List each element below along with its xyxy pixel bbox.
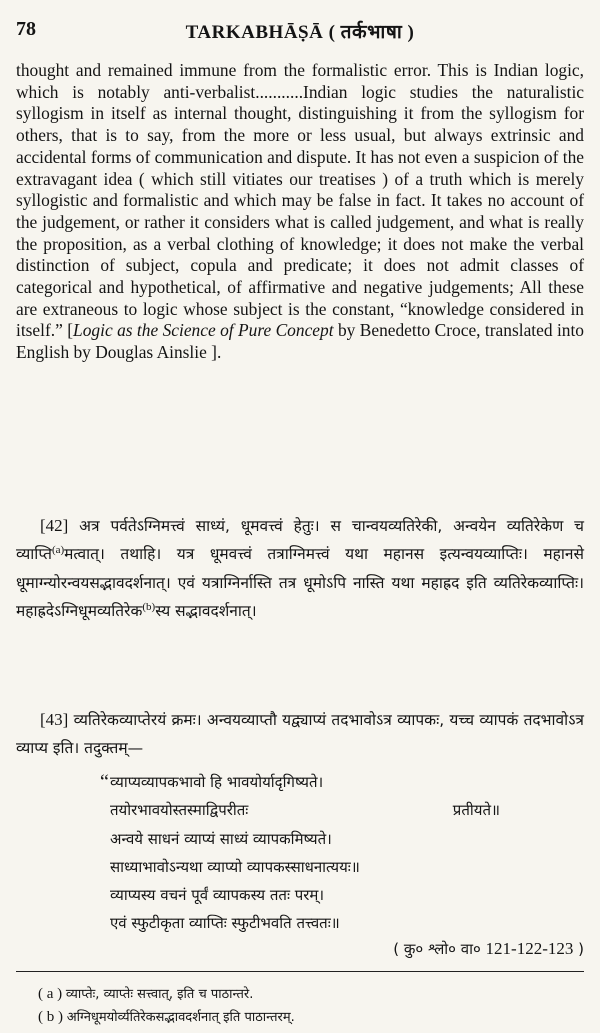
footnote-text: व्याप्तेः, व्याप्तेः सत्त्वात्, इति च पाठान्तरे. xyxy=(65,987,254,1002)
verse-open-quote: “ xyxy=(100,771,109,793)
citation-close: ) xyxy=(573,940,584,958)
verse-line-text: अन्वये साधनं व्याप्यं साध्यं व्यापकमिष्यते। xyxy=(110,829,332,848)
verse-line-text: व्याप्यव्यापकभावो हि भावयोर्यादृगिष्यते। xyxy=(110,773,324,791)
verse-line-text: साध्याभावोऽन्यथा व्याप्यो व्यापकस्साधनात्ययः॥ xyxy=(110,857,360,876)
footnote xyxy=(38,983,578,1006)
citation-source: ( कु० श्लो० वा० xyxy=(393,940,486,958)
footnote-text: अग्निधूमयोर्व्यतिरेकसद्भावदर्शनात् इति पाठान्तरम्. xyxy=(66,1010,295,1025)
section-42-text-3: स्य सद्भावदर्शनात्। xyxy=(155,602,257,621)
verse-line xyxy=(100,825,500,853)
verse-line xyxy=(100,853,500,881)
section-43-text: व्यतिरेकव्याप्तेरयं क्रमः। अन्वयव्याप्तौ यद्व्याप्यं तदभावोऽत्र व्यापकः, यच्च व्यापकं तदभावोऽत्र व्याप्य इति। तदुक्तम्— xyxy=(16,711,584,758)
verse-line xyxy=(100,881,500,909)
verse-line xyxy=(100,796,500,824)
footnote-divider xyxy=(16,971,584,972)
verse-line-text: एवं स्फुटीकृता व्याप्तिः स्फुटीभवति तत्त्वतः॥ xyxy=(110,914,340,933)
verse-line-text: व्याप्यस्य वचनं पूर्वं व्यापकस्य ततः परम्। xyxy=(110,886,325,905)
running-title: TARKABHĀṢĀ ( तर्कभाषा ) xyxy=(185,22,415,43)
footnote-label: ( b ) xyxy=(38,1009,67,1025)
page-header xyxy=(16,14,584,44)
footnote-mark-a: (a) xyxy=(51,544,65,557)
section-42-paragraph xyxy=(16,512,584,626)
verse-line-end: प्रतीयते॥ xyxy=(452,801,500,820)
section-42-text-2: मत्वात्। तथाहि। यत्र धूमवत्त्वं तत्राग्निमत्त्वं यथा महानस इत्यन्वयव्याप्तिः। महानसे धूमाग्न्योरन्वयसद्भावदर्शनात्। एवं यत्राग्निर्नास्ति तत्र धूमोऽपि नास्ति यथा महाह्रद इति व्यतिरेकव्याप्तिः। महाह्रदेऽग्निधूमव्यतिरेक xyxy=(16,545,584,621)
footnotes xyxy=(38,983,578,1029)
english-paragraph xyxy=(16,60,584,364)
footnote-mark-b: (b) xyxy=(142,601,156,614)
footnote xyxy=(38,1006,578,1029)
paragraph-text-part-1: thought and remained immune from the formalistic error. This is Indian logic, which is notably anti-verbalist...........Indian logic studies the naturalistic syllogism in itself as internal thought, distinguishing it from the syllogism for others, that is to say, from the more or less usual, but always extrinsic and accidental forms of communication and dispute. It has not even a suspicion of the extravagant idea ( which still vitiates our treatises ) of a truth which is merely syllogistic and formalistic and which may be false in fact. It takes no account of the judgement, or rather it considers what is called judgement, and what is really the proposition, as a verbal clothing of knowledge; it does not make the verbal distinction of subject, copula and predicate; it does not admit classes of categorical and hypothetical, of affirmative and negative judgements; All these are extraneous to logic whose subject is the constant, “knowledge considered in itself.” [ xyxy=(16,60,584,341)
verse-citation xyxy=(393,937,584,961)
verse-line xyxy=(100,909,500,937)
verse-block xyxy=(100,768,500,938)
paragraph-text-part-2: by Benedetto Croce, translated into English by Douglas Ainslie ]. xyxy=(16,320,584,363)
citation-numbers: 121-122-123 xyxy=(485,939,574,958)
verse-line-text: तयोरभावयोस्तस्माद्विपरीतः xyxy=(110,801,249,820)
section-43-number: [43] xyxy=(40,710,69,729)
section-42-text-1: अत्र पर्वतेऽग्निमत्त्वं साध्यं, धूमवत्त्वं हेतुः। स चान्वयव्यतिरेकी, अन्वयेन व्यतिरेकेण च व्याप्ति xyxy=(16,517,584,564)
book-title-italic: Logic as the Science of Pure Concept xyxy=(73,320,334,341)
section-43-paragraph xyxy=(16,706,584,763)
verse-line xyxy=(100,768,500,796)
page-number: 78 xyxy=(16,18,36,40)
footnote-label: ( a ) xyxy=(38,986,66,1002)
section-42-number: [42] xyxy=(40,516,69,535)
